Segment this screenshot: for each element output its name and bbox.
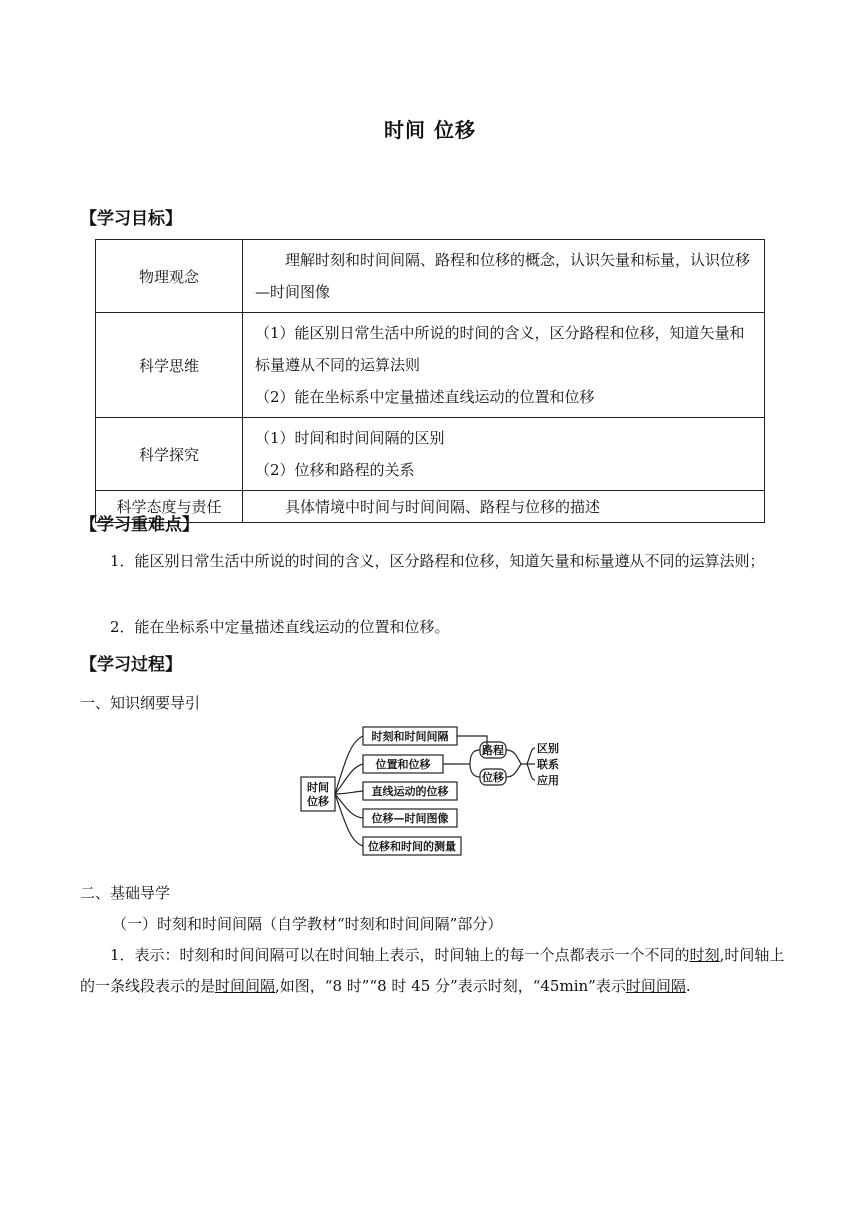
process-heading: 【学习过程】: [80, 655, 182, 675]
goal-category: 物理观念: [96, 240, 243, 313]
goal-line: （2）位移和路程的关系: [255, 461, 415, 479]
goal-category: 科学探究: [96, 418, 243, 491]
goal-category: 科学思维: [96, 313, 243, 418]
goal-line: 理解时刻和时间间隔、路程和位移的概念，认识矢量和标量，认识位移—时间图像: [255, 251, 751, 301]
goal-description: [243, 240, 765, 313]
paragraph-1-text-a: 1．表示：时刻和时间间隔可以在时间轴上表示，时间轴上的每一个点都表示一个不同的: [110, 946, 690, 964]
knowledge-map-diagram: [295, 722, 585, 862]
goal-line: 具体情境中时间与时间间隔、路程与位移的描述: [285, 497, 601, 516]
goal-row: [96, 240, 765, 313]
diagram-root-line1: 时间: [307, 781, 329, 794]
diagram-outcome: 应用: [537, 774, 559, 787]
underlined-term: 时间间隔: [625, 977, 686, 995]
page-title: 时间 位移: [384, 118, 476, 142]
subsection-1-title: （一）时刻和时间间隔（自学教材“时刻和时间间隔”部分）: [112, 915, 503, 933]
key-points-heading: 【学习重难点】: [80, 515, 199, 535]
learning-goals-table: [95, 239, 765, 523]
underlined-term: 时刻: [689, 946, 720, 964]
diagram-sub: 路程: [482, 744, 504, 757]
goal-line: （1）时间和时间间隔的区别: [255, 429, 445, 447]
goal-row: [96, 313, 765, 418]
goal-line: （1）能区别日常生活中所说的时间的含义，区分路程和位移，知道矢量和标量遵从不同的运算法则: [255, 324, 745, 374]
paragraph-1-text-c: ,如图，“8 时”“8 时 45 分”表示时刻，“45min”表示: [275, 977, 626, 995]
goal-row: [96, 418, 765, 491]
goal-category: 科学态度与责任: [96, 491, 243, 523]
goal-description: [243, 313, 765, 418]
goal-line: （2）能在坐标系中定量描述直线运动的位置和位移: [255, 388, 595, 406]
paragraph-1-text-d: .: [685, 977, 691, 995]
section-2-title: 二、基础导学: [80, 884, 171, 902]
paragraph-1-text-b: ,时间轴上的一条线段表示的是: [80, 946, 785, 995]
diagram-root-line2: 位移: [307, 795, 329, 808]
goal-description: [243, 418, 765, 491]
key-point-2: 2．能在坐标系中定量描述直线运动的位置和位移。: [110, 618, 450, 636]
diagram-sub: 位移: [482, 771, 504, 784]
diagram-outcome: 区别: [537, 742, 559, 755]
diagram-branch: 直线运动的位移: [371, 785, 449, 798]
diagram-branch: 位移和时间的测量: [368, 840, 456, 853]
diagram-branch: 时刻和时间间隔: [371, 730, 449, 743]
goal-description: [243, 491, 765, 523]
diagram-branch: 位移—时间图像: [371, 812, 449, 825]
key-point-1: 1．能区别日常生活中所说的时间的含义，区分路程和位移，知道矢量和标量遵从不同的运算法则；: [110, 552, 765, 570]
underlined-term: 时间间隔: [215, 977, 276, 995]
diagram-branch: 位置和位移: [375, 758, 431, 771]
section-1-title: 一、知识纲要导引: [80, 694, 201, 712]
paragraph-1: [80, 940, 785, 1002]
goals-heading: 【学习目标】: [80, 209, 182, 229]
diagram-outcome: 联系: [537, 758, 559, 771]
